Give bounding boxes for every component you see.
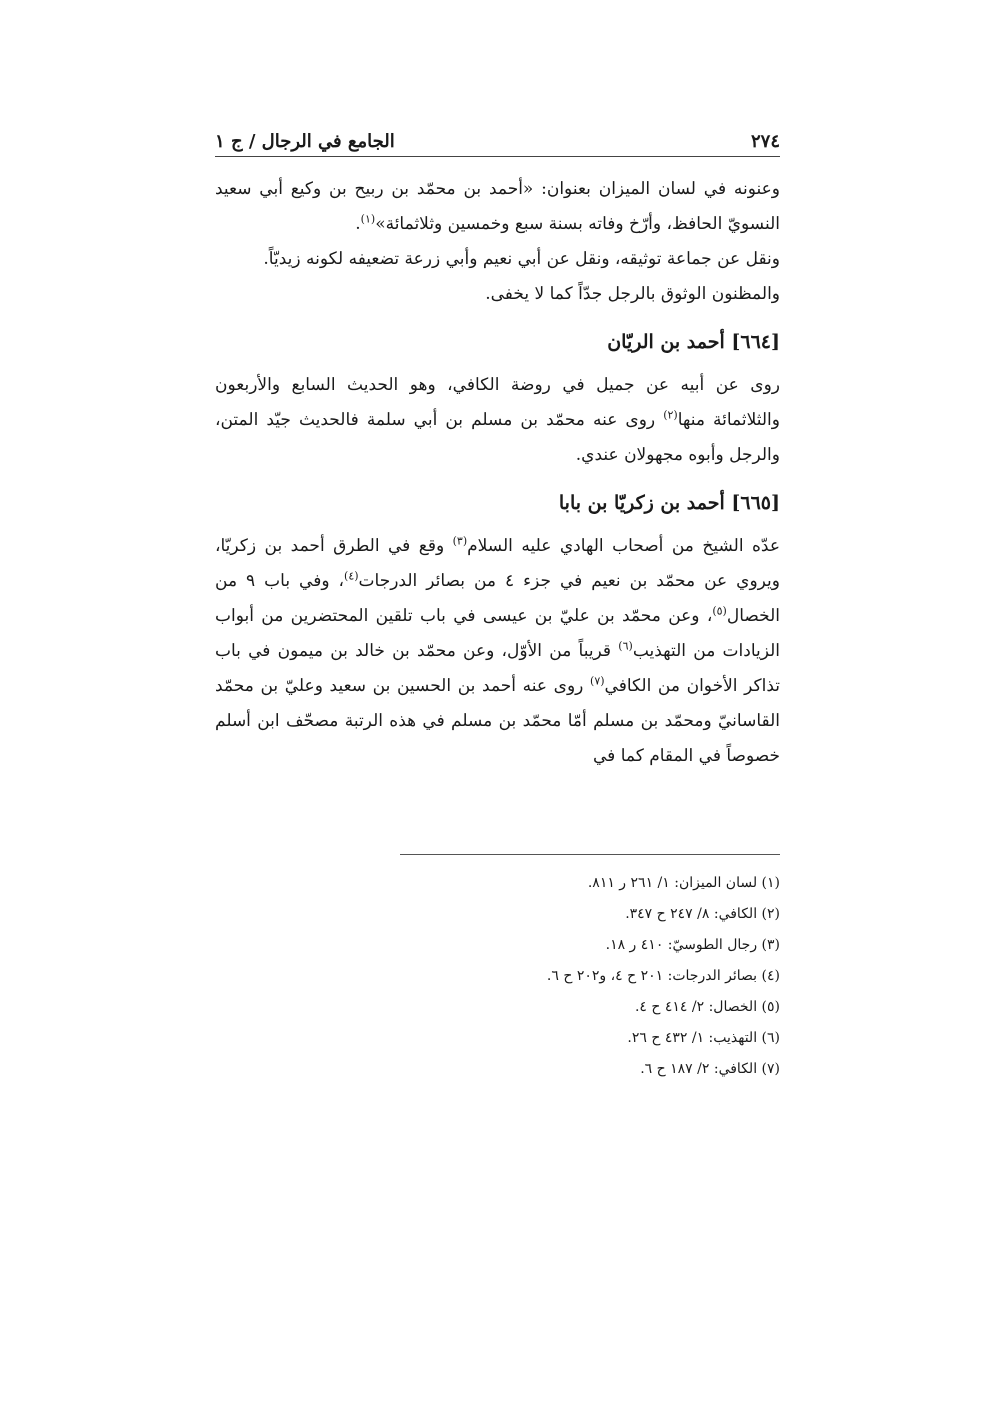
entry-text-664: روى عن أبيه عن جميل في روضة الكافي، وهو الحديث السابع والأربعون والثلاثمائة منها$^{(٢)}$ روى عنه محمّد بن مسلم بن أبي سلمة فالحديث جيّد المتن، والرجل وأبوه مجهولان عندي. bbox=[215, 375, 780, 465]
footnote-6: (٦) التهذيب: ١/ ٤٣٢ ح ٢٦. bbox=[627, 1030, 780, 1046]
intro-paragraph-2: ونقل عن جماعة توثيقه، ونقل عن أبي نعيم وأبي زرعة تضعيفه لكونه زيديّاً. bbox=[263, 249, 780, 269]
footnote-divider bbox=[400, 854, 780, 855]
page-number: ٢٧٤ bbox=[750, 131, 780, 152]
footnote-1: (١) لسان الميزان: ١/ ٢٦١ ر ٨١١. bbox=[587, 875, 780, 891]
footnote-5: (٥) الخصال: ٢/ ٤١٤ ح ٤. bbox=[634, 999, 780, 1015]
footnote-ref-6[interactable]: (٦) bbox=[618, 639, 633, 653]
entry-heading-665: [٦٦٥] أحمد بن زكريّا بن بابا bbox=[558, 492, 780, 514]
footnote-ref-3[interactable]: (٣) bbox=[452, 534, 468, 548]
footnotes-list bbox=[400, 868, 780, 1085]
footnote-3: (٣) رجال الطوسيّ: ٤١٠ ر ١٨. bbox=[605, 937, 780, 953]
intro-paragraph-1: وعنونه في لسان الميزان بعنوان: «أحمد بن محمّد بن ربيح بن وكيع أبي سعيد النسويّ الحافظ، وأرّخ وفاته بسنة سبع وخمسين وثلاثمائة»$^{(١)}$. bbox=[215, 179, 780, 234]
running-header bbox=[215, 118, 780, 152]
footnote-ref-5[interactable]: (٥) bbox=[712, 604, 727, 618]
intro-paragraph-3: والمظنون الوثوق بالرجل جدّاً كما لا يخفى. bbox=[485, 284, 780, 304]
footnote-4: (٤) بصائر الدرجات: ٢٠١ ح ٤، و٢٠٢ ح ٦. bbox=[546, 968, 780, 984]
footnote-ref-7[interactable]: (٧) bbox=[590, 674, 605, 688]
header-divider bbox=[215, 156, 780, 157]
footnote-2: (٢) الكافي: ٨/ ٢٤٧ ح ٣٤٧. bbox=[625, 906, 780, 922]
main-text bbox=[215, 172, 780, 774]
footnote-ref-1[interactable]: (١) bbox=[360, 212, 376, 226]
footnote-ref-4[interactable]: (٤) bbox=[344, 569, 359, 583]
footnote-ref-2[interactable]: (٢) bbox=[663, 408, 678, 422]
entry-text-665: عدّه الشيخ من أصحاب الهادي عليه السلام$^{(٣)}$ وقع في الطرق أحمد بن زكريّا، ويروي عن محمّد بن نعيم في جزء ٤ من بصائر الدرجات$^{(٤)}$، وفي باب ٩ من الخصال$^{(٥)}$، وعن محمّد بن عليّ بن عيسى في باب تلقين المحتضرين من أبواب الزيادات من التهذيب$^{(٦)}$ قريباً من الأوّل، وعن محمّد بن خالد بن ميمون في باب تذاكر الأخوان من الكافي$^{(٧)}$ روى عنه أحمد بن الحسين بن سعيد وعليّ بن محمّد القاسانيّ ومحمّد بن مسلم أمّا محمّد بن مسلم في هذه الرتبة مصحّف ابن أسلم خصوصاً في المقام كما في bbox=[215, 534, 781, 766]
footnote-7: (٧) الكافي: ٢/ ١٨٧ ح ٦. bbox=[640, 1061, 780, 1077]
entry-heading-664: [٦٦٤] أحمد بن الريّان bbox=[607, 331, 780, 353]
book-title: الجامع في الرجال / ج ١ bbox=[215, 131, 395, 152]
